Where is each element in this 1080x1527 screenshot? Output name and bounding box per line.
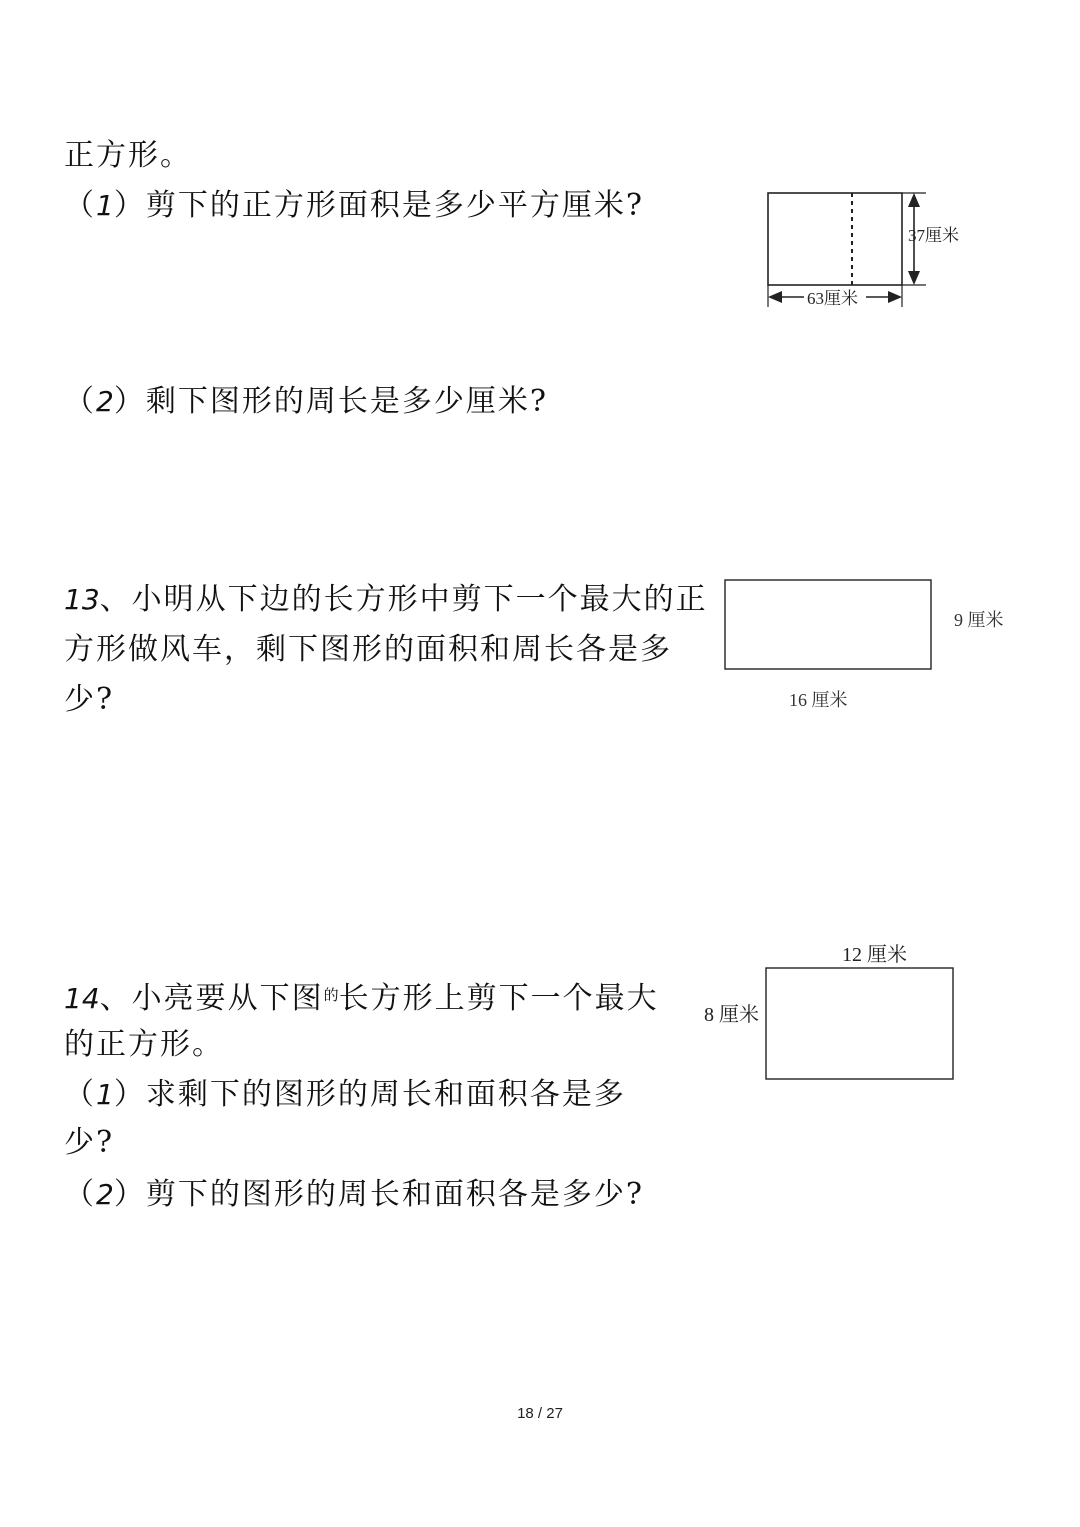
q13-height-label: 9 厘米 <box>954 610 1004 630</box>
q14-part1: （1）求剩下的图形的周长和面积各是多 <box>64 1077 626 1112</box>
q14-part1-cont: 少? <box>64 1125 115 1160</box>
q14-part2: （2）剪下的图形的周长和面积各是多少? <box>64 1177 644 1212</box>
q14-rectangle <box>766 968 953 1079</box>
q13-figure <box>720 575 1020 720</box>
q14-height-label: 8 厘米 <box>704 1004 759 1026</box>
q12-part1: （1）剪下的正方形面积是多少平方厘米? <box>64 188 644 223</box>
q12-rectangle <box>768 193 902 285</box>
q13-rectangle <box>725 580 931 669</box>
q13-line-1: 13、小明从下边的长方形中剪下一个最大的正 <box>64 582 708 617</box>
q14-line-2: 的正方形。 <box>64 1027 224 1062</box>
q12-height-label: 37厘米 <box>908 226 959 245</box>
q14-figure <box>695 935 970 1085</box>
q13-line-3: 少? <box>64 682 115 717</box>
q14-width-label: 12 厘米 <box>842 944 907 966</box>
q12-part2: （2）剩下图形的周长是多少厘米? <box>64 384 548 419</box>
q14-line-1: 14、小亮要从下图$^的$长方形上剪下一个最大 <box>64 981 659 1016</box>
q12-figure <box>760 185 990 325</box>
q13-width-label: 16 厘米 <box>789 690 848 710</box>
q12-text-tail: 正方形。 <box>64 138 192 173</box>
page-number: 18 / 27 <box>517 1405 563 1422</box>
q13-line-2: 方形做风车，剩下图形的面积和周长各是多 <box>64 632 672 667</box>
q12-width-label: 63厘米 <box>807 289 858 308</box>
